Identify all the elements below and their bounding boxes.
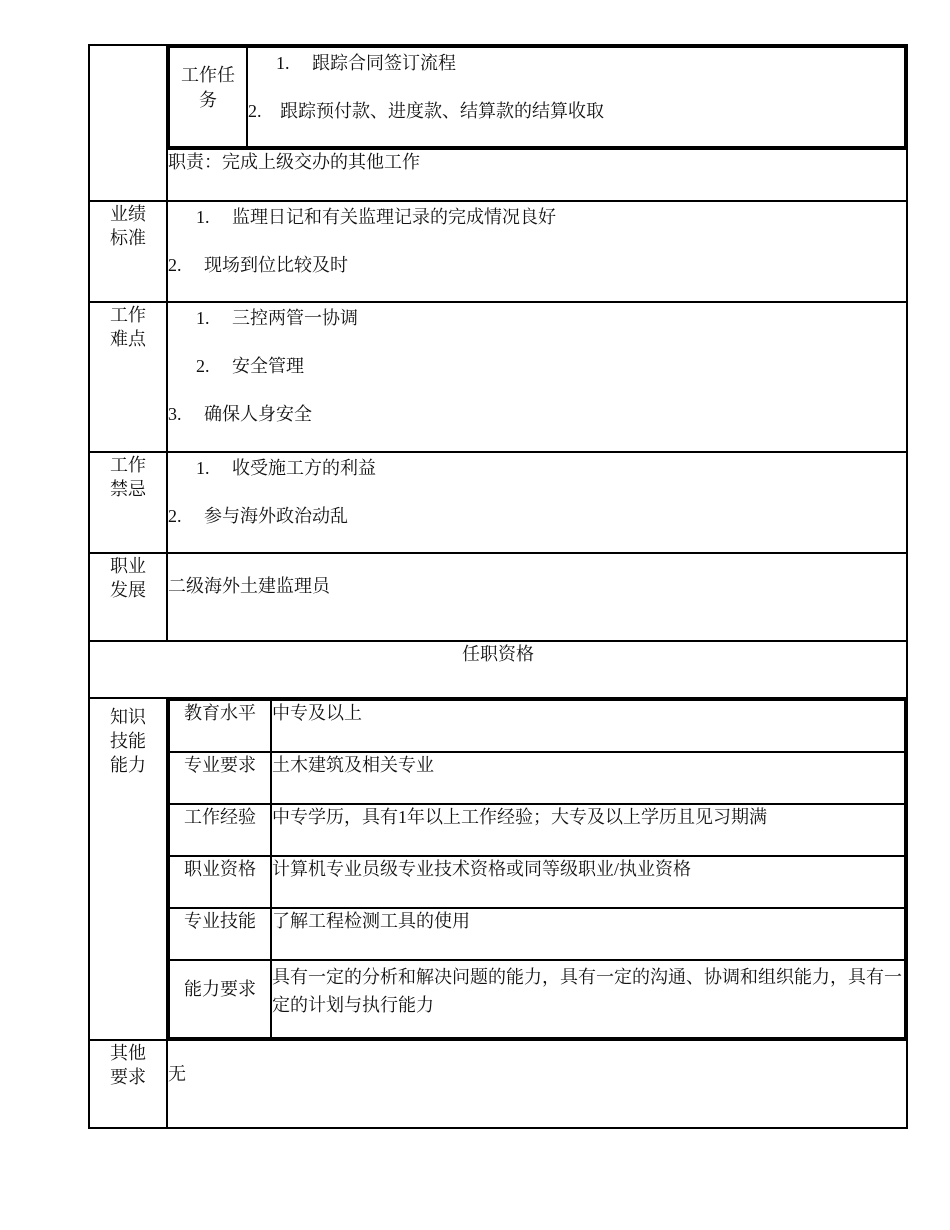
difficulty-item-text: 安全管理 <box>232 356 304 376</box>
task-item <box>248 48 904 96</box>
difficulty-item-text: 三控两管一协调 <box>232 308 358 328</box>
career-row <box>89 553 907 641</box>
taboo-item-text: 收受施工方的利益 <box>232 458 376 478</box>
performance-item-number: 1. <box>196 207 210 227</box>
job-description-form <box>88 44 906 1129</box>
task-item-text: 跟踪预付款、进度款、结算款的结算收取 <box>280 101 604 121</box>
other-row <box>89 1040 907 1128</box>
task-item-number: 1. <box>276 53 290 73</box>
qualification-label: 能力要求 <box>169 960 271 1038</box>
taboo-item-text: 参与海外政治动乱 <box>204 506 348 526</box>
performance-label: 业绩标准 <box>110 204 146 248</box>
qualification-value: 土木建筑及相关专业 <box>271 752 905 804</box>
performance-item-text: 监理日记和有关监理记录的完成情况良好 <box>232 207 556 227</box>
qualification-label: 工作经验 <box>169 804 271 856</box>
other-label: 其他要求 <box>110 1043 146 1087</box>
qualification-value: 了解工程检测工具的使用 <box>271 908 905 960</box>
performance-item-text: 现场到位比较及时 <box>204 255 348 275</box>
difficulty-item <box>168 351 906 399</box>
qualification-value: 计算机专业员级专业技术资格或同等级职业/执业资格 <box>271 856 905 908</box>
career-label: 职业发展 <box>110 556 146 600</box>
qualification-row <box>169 960 905 1038</box>
qualifications-title-row <box>89 641 907 698</box>
taboo-item <box>168 453 906 501</box>
taboos-row <box>89 452 907 553</box>
duty-row <box>89 149 907 201</box>
performance-item-number: 2. <box>168 255 182 275</box>
qualifications-group-label: 知识技能能力 <box>110 707 146 775</box>
difficulty-item-text: 确保人身安全 <box>204 404 312 424</box>
tasks-subtable <box>168 46 906 148</box>
difficulty-item-number: 1. <box>196 308 210 328</box>
performance-item <box>168 202 906 250</box>
qualification-value: 中专及以上 <box>271 700 905 752</box>
difficulty-item <box>168 303 906 351</box>
qualifications-subtable <box>168 699 906 1039</box>
task-item-number: 2. <box>248 101 262 121</box>
duty-text: 职责：完成上级交办的其他工作 <box>167 149 907 201</box>
difficulty-item <box>168 399 906 447</box>
taboo-item-number: 1. <box>196 458 210 478</box>
qualification-row <box>169 752 905 804</box>
qualification-row <box>169 804 905 856</box>
qualification-label: 专业技能 <box>169 908 271 960</box>
qualification-row <box>169 856 905 908</box>
qualification-label: 职业资格 <box>169 856 271 908</box>
career-value: 二级海外土建监理员 <box>167 553 907 641</box>
job-description-table <box>88 44 908 1129</box>
difficulty-item-number: 2. <box>196 356 210 376</box>
performance-item <box>168 250 906 298</box>
difficulties-label: 工作难点 <box>110 305 146 349</box>
task-item-text: 跟踪合同签订流程 <box>312 53 456 73</box>
qualifications-title: 任职资格 <box>89 641 907 698</box>
qualification-label: 教育水平 <box>169 700 271 752</box>
taboo-item-number: 2. <box>168 506 182 526</box>
taboo-item <box>168 501 906 549</box>
taboos-label: 工作禁忌 <box>110 455 146 499</box>
other-value: 无 <box>167 1040 907 1128</box>
difficulty-item-number: 3. <box>168 404 182 424</box>
task-item <box>248 96 904 144</box>
performance-row <box>89 201 907 302</box>
tasks-label: 工作任务 <box>181 65 235 110</box>
tasks-row <box>89 45 907 149</box>
qualification-label: 专业要求 <box>169 752 271 804</box>
qualifications-row <box>89 698 907 1040</box>
qualification-row <box>169 908 905 960</box>
difficulties-row <box>89 302 907 452</box>
qualification-row <box>169 700 905 752</box>
tasks-blank-side <box>89 45 167 201</box>
qualification-value: 中专学历，具有1年以上工作经验；大专及以上学历且见习期满 <box>271 804 905 856</box>
qualification-value: 具有一定的分析和解决问题的能力，具有一定的沟通、协调和组织能力，具有一定的计划与执行能力 <box>271 960 905 1038</box>
